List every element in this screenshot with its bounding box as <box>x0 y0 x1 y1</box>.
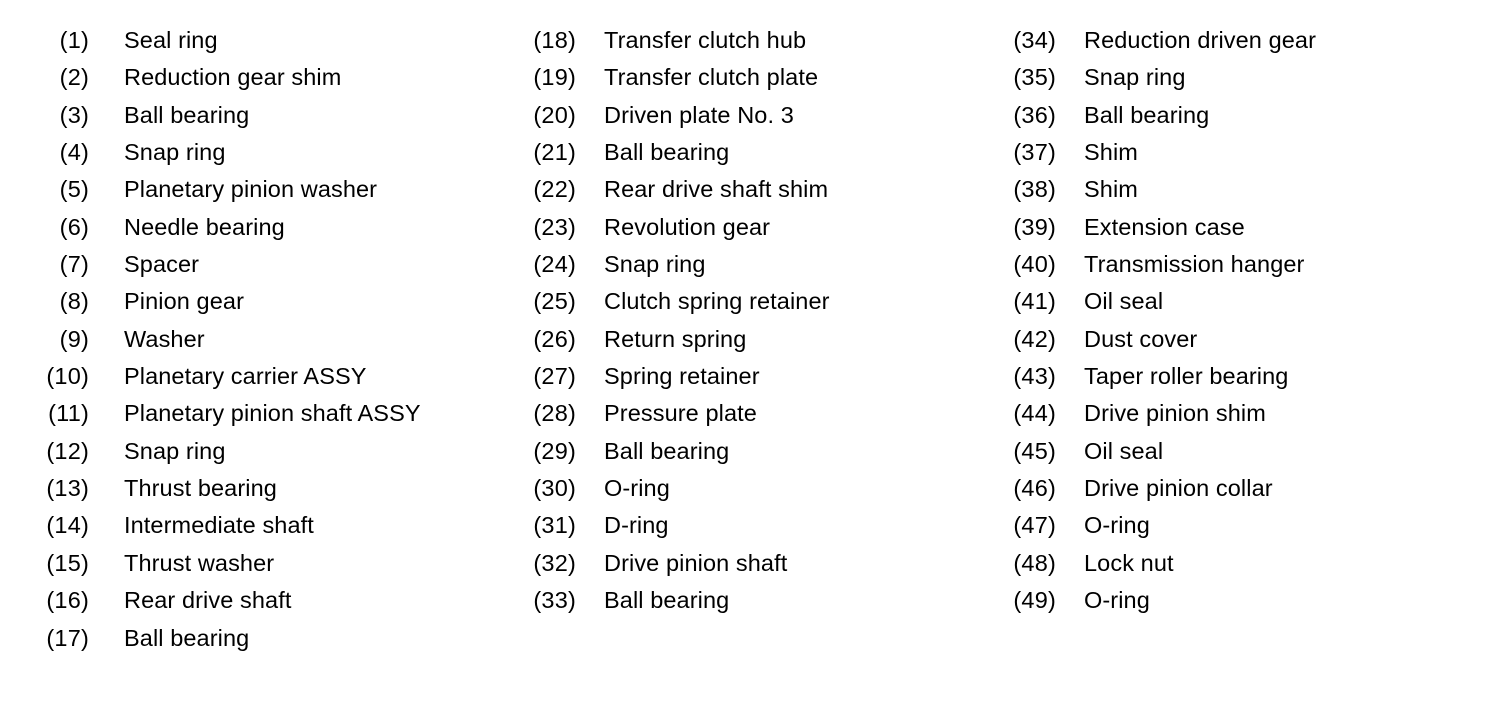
legend-item <box>480 395 960 432</box>
legend-item-number: (14) <box>46 512 89 539</box>
legend-item-number: (39) <box>1013 213 1056 240</box>
legend-item <box>480 97 960 134</box>
legend-item <box>960 283 1440 320</box>
legend-column-3 <box>960 22 1440 620</box>
legend-item <box>480 22 960 59</box>
legend-item-number: (30) <box>533 475 576 502</box>
legend-item-label: Reduction gear shim <box>124 64 342 91</box>
legend-item-number: (6) <box>59 213 89 240</box>
legend-item-number: (4) <box>59 139 89 166</box>
legend-item-number: (35) <box>1013 64 1056 91</box>
legend-item-label: O-ring <box>1084 587 1150 614</box>
legend-item-label: Snap ring <box>1084 64 1186 91</box>
legend-item-label: Ball bearing <box>604 437 730 464</box>
legend-item-number: (13) <box>46 475 89 502</box>
legend-item-label: Revolution gear <box>604 213 771 240</box>
legend-item <box>0 22 480 59</box>
legend-item-label: Drive pinion shaft <box>604 549 788 576</box>
legend-item-number: (33) <box>533 587 576 614</box>
legend-item <box>960 358 1440 395</box>
legend-item-label: Clutch spring retainer <box>604 288 830 315</box>
legend-item-label: Transfer clutch plate <box>604 64 819 91</box>
legend-item-label: Transfer clutch hub <box>604 27 807 53</box>
legend-item-label: Ball bearing <box>124 101 250 128</box>
legend-item-label: Pinion gear <box>124 288 244 315</box>
legend-item <box>0 321 480 358</box>
legend-item <box>480 545 960 582</box>
legend-item-number: (41) <box>1013 288 1056 315</box>
legend-item-label: Snap ring <box>124 139 226 166</box>
legend-item-number: (28) <box>533 400 576 427</box>
legend-item <box>960 209 1440 246</box>
legend-item-label: Return spring <box>604 325 747 352</box>
legend-item-label: Reduction driven gear <box>1084 27 1317 53</box>
legend-item-label: Washer <box>124 325 205 352</box>
legend-item-number: (43) <box>1013 363 1056 390</box>
legend-item-number: (23) <box>533 213 576 240</box>
legend-item-label: Spring retainer <box>604 363 760 390</box>
legend-item-number: (27) <box>533 363 576 390</box>
legend-item-label: Transmission hanger <box>1084 251 1305 278</box>
legend-item-label: Rear drive shaft <box>124 587 292 614</box>
legend-item <box>0 246 480 283</box>
legend-item <box>0 433 480 470</box>
legend-item-number: (40) <box>1013 251 1056 278</box>
legend-item <box>960 246 1440 283</box>
legend-item-number: (25) <box>533 288 576 315</box>
legend-item-number: (42) <box>1013 325 1056 352</box>
legend-item <box>480 321 960 358</box>
legend-item <box>960 395 1440 432</box>
legend-item-number: (15) <box>46 549 89 576</box>
legend-item <box>0 545 480 582</box>
legend-item-label: Planetary pinion shaft ASSY <box>124 400 421 427</box>
legend-item-number: (3) <box>59 101 89 128</box>
legend-item-label: Taper roller bearing <box>1084 363 1289 390</box>
legend-item-label: Thrust washer <box>124 549 275 576</box>
legend-item-number: (37) <box>1013 139 1056 166</box>
legend-item-number: (32) <box>533 549 576 576</box>
legend-item-number: (34) <box>1013 27 1056 53</box>
legend-item-label: Planetary pinion washer <box>124 176 378 203</box>
legend-item-label: Pressure plate <box>604 400 757 427</box>
legend-item-number: (38) <box>1013 176 1056 203</box>
legend-item-label: Seal ring <box>124 27 218 53</box>
legend-item-label: Ball bearing <box>1084 101 1210 128</box>
legend-item-number: (8) <box>59 288 89 315</box>
legend-item-label: D-ring <box>604 512 669 539</box>
legend-item-number: (17) <box>46 624 89 651</box>
legend-item-number: (11) <box>48 400 89 427</box>
legend-item <box>0 59 480 96</box>
legend-item <box>480 433 960 470</box>
legend-item-number: (7) <box>59 251 89 278</box>
legend-item <box>480 209 960 246</box>
legend-item <box>960 507 1440 544</box>
legend-item <box>0 358 480 395</box>
legend-item <box>960 171 1440 208</box>
legend-item <box>960 134 1440 171</box>
legend-item <box>0 283 480 320</box>
parts-legend <box>0 22 1504 702</box>
legend-item <box>0 620 480 657</box>
legend-item-number: (46) <box>1013 475 1056 502</box>
legend-item <box>960 97 1440 134</box>
legend-item-number: (5) <box>59 176 89 203</box>
legend-item <box>0 507 480 544</box>
legend-item <box>480 358 960 395</box>
legend-item-label: O-ring <box>604 475 670 502</box>
legend-item-label: Ball bearing <box>124 624 250 651</box>
legend-item <box>480 283 960 320</box>
legend-item <box>0 171 480 208</box>
legend-item-label: Oil seal <box>1084 288 1164 315</box>
legend-item-number: (29) <box>533 437 576 464</box>
legend-item <box>960 582 1440 619</box>
legend-item-label: Lock nut <box>1084 549 1174 576</box>
legend-item-number: (19) <box>533 64 576 91</box>
legend-item <box>480 134 960 171</box>
legend-item-number: (18) <box>533 27 576 53</box>
legend-item-label: Drive pinion collar <box>1084 475 1273 502</box>
legend-item <box>480 507 960 544</box>
legend-item-number: (21) <box>533 139 576 166</box>
legend-item-number: (9) <box>59 325 89 352</box>
legend-item-number: (22) <box>533 176 576 203</box>
legend-item-label: Spacer <box>124 251 200 278</box>
legend-item <box>0 134 480 171</box>
legend-item <box>960 22 1440 59</box>
legend-item <box>480 171 960 208</box>
legend-item-number: (45) <box>1013 437 1056 464</box>
legend-item <box>960 433 1440 470</box>
legend-item-number: (24) <box>533 251 576 278</box>
legend-item-number: (26) <box>533 325 576 352</box>
legend-item-label: Thrust bearing <box>124 475 277 502</box>
legend-item-label: Rear drive shaft shim <box>604 176 829 203</box>
legend-item-label: Snap ring <box>604 251 706 278</box>
legend-item-label: Shim <box>1084 139 1138 166</box>
legend-item <box>0 395 480 432</box>
legend-item-number: (44) <box>1013 400 1056 427</box>
legend-item <box>0 470 480 507</box>
legend-item <box>0 97 480 134</box>
legend-item-label: Snap ring <box>124 437 226 464</box>
legend-item-number: (16) <box>46 587 89 614</box>
legend-item-number: (12) <box>46 437 89 464</box>
legend-item-number: (1) <box>59 27 89 53</box>
legend-item-label: Oil seal <box>1084 437 1164 464</box>
legend-item-number: (20) <box>533 101 576 128</box>
legend-column-2 <box>480 22 960 620</box>
legend-item-number: (49) <box>1013 587 1056 614</box>
legend-item-label: Intermediate shaft <box>124 512 314 539</box>
legend-item-label: Extension case <box>1084 213 1245 240</box>
legend-item-number: (31) <box>533 512 576 539</box>
legend-item <box>480 470 960 507</box>
legend-item-number: (10) <box>46 363 89 390</box>
legend-item-label: Drive pinion shim <box>1084 400 1266 427</box>
legend-item-label: Planetary carrier ASSY <box>124 363 367 390</box>
legend-item-label: Ball bearing <box>604 587 730 614</box>
legend-item <box>960 321 1440 358</box>
legend-item <box>0 209 480 246</box>
legend-item-label: O-ring <box>1084 512 1150 539</box>
legend-item <box>480 246 960 283</box>
legend-item-number: (36) <box>1013 101 1056 128</box>
legend-item-number: (48) <box>1013 549 1056 576</box>
legend-item-label: Shim <box>1084 176 1138 203</box>
legend-item <box>0 582 480 619</box>
legend-column-1 <box>0 22 480 657</box>
legend-item-number: (2) <box>59 64 89 91</box>
legend-item-label: Needle bearing <box>124 213 285 240</box>
legend-item-label: Ball bearing <box>604 139 730 166</box>
legend-item <box>960 59 1440 96</box>
legend-item <box>480 582 960 619</box>
legend-item <box>960 470 1440 507</box>
legend-item <box>480 59 960 96</box>
legend-item-label: Driven plate No. 3 <box>604 101 794 128</box>
legend-item-number: (47) <box>1013 512 1056 539</box>
legend-item <box>960 545 1440 582</box>
legend-item-label: Dust cover <box>1084 325 1198 352</box>
